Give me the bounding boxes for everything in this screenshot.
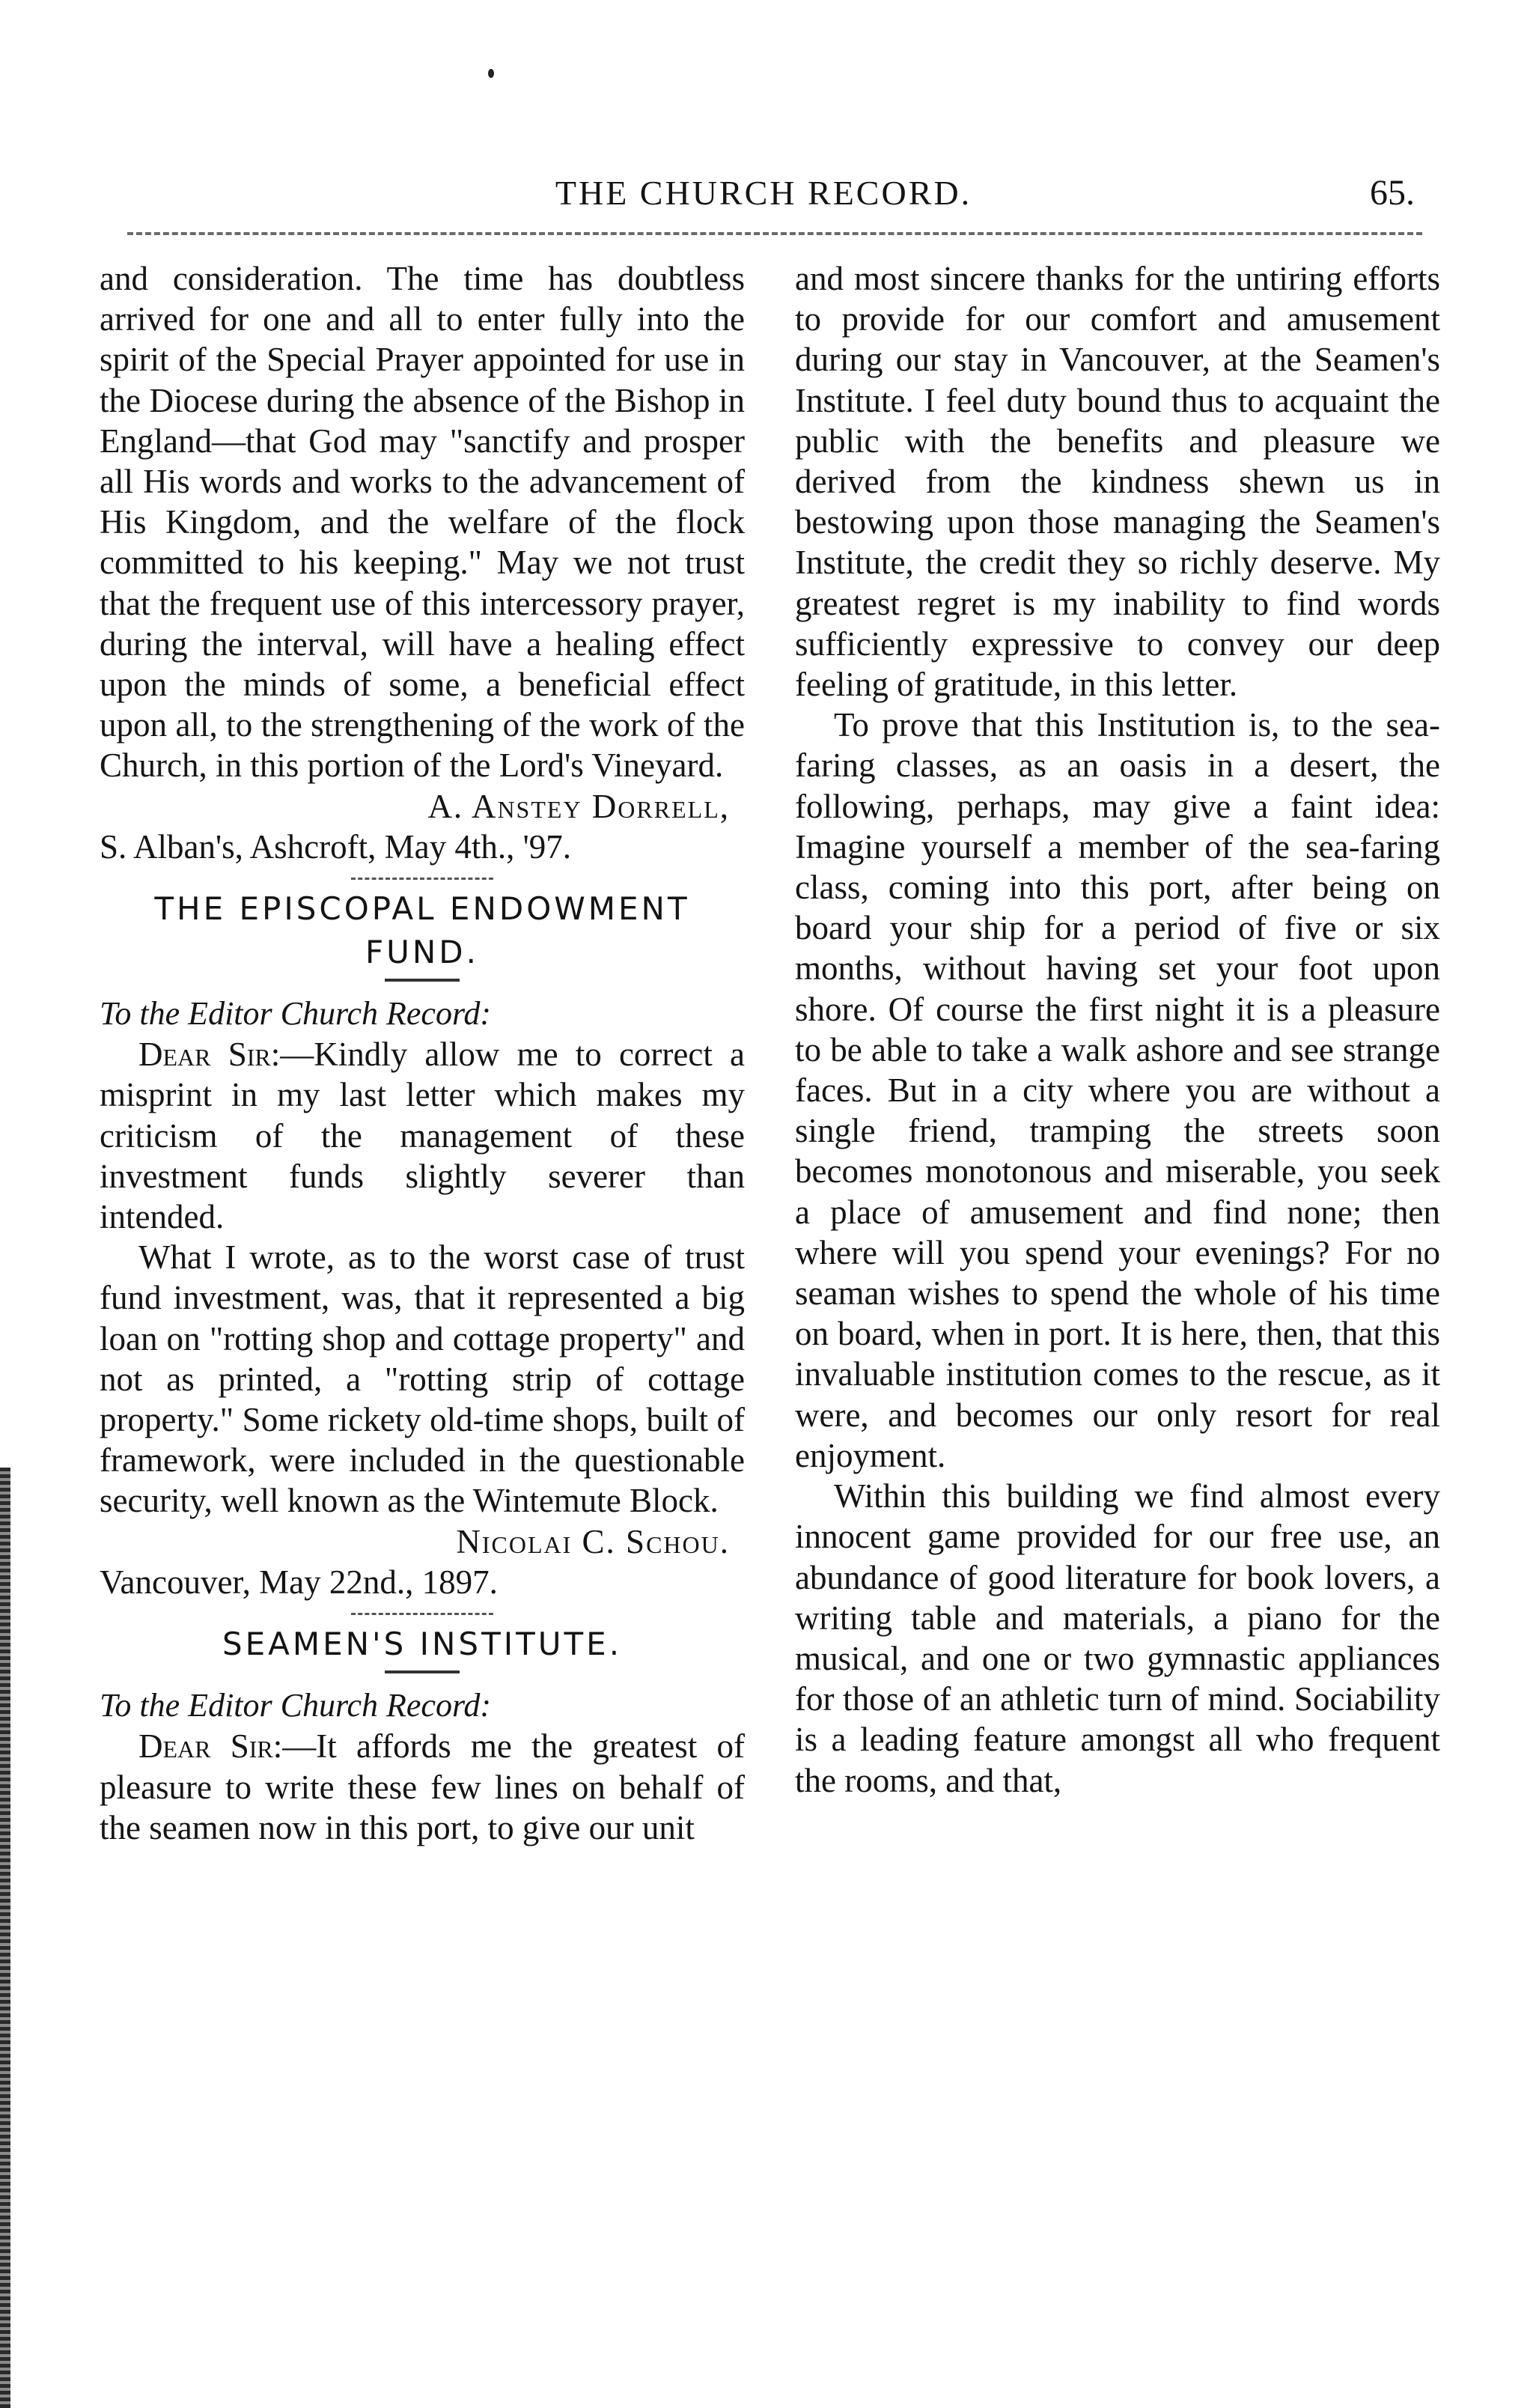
section-heading: THE EPISCOPAL ENDOWMENT FUND.	[154, 890, 690, 971]
running-head: THE CHURCH RECORD.	[555, 174, 972, 212]
signature-name: Nicolai C. Schou.	[456, 1522, 730, 1560]
paragraph	[100, 1726, 745, 1848]
paragraph: and consideration. The time has doubtless arrived for one and all to enter fully into the spirit of the Special Prayer appointed for use in the Diocese during the absence of the Bishop in England—that God may "sanctify and prosper all His words and works to the advancement of His Kingdom, and the welfare of the flock committed to his keeping." May we not trust that the frequent use of this intercessory prayer, during the interval, will have a healing effect upon the minds of some, a beneficial effect upon all, to the strengthening of the work of the Church, in this portion of the Lord's Vineyard.	[100, 260, 745, 785]
paragraph	[100, 1034, 745, 1237]
paragraph: To prove that this Institution is, to the sea-faring classes, as an oasis in a desert, the following, perhaps, may give a faint idea: Imagine yourself a member of the sea-faring class, coming into this port, after being on board your ship for a period of five or six months, without having set your foot upon shore. Of course the first night it is a pleasure to be able to take a walk ashore and see strange faces. But in a city where you are without a single friend, tramping the streets soon becomes monotonous and miserable, you seek a place of amusement and find none; then where will you spend your evenings? For no seaman wishes to spend the whole of his time on board, when in port. It is here, then, that this invaluable institution comes to the rescue, as it were, and becomes our only resort for real enjoyment.	[795, 706, 1440, 1474]
paragraph: What I wrote, as to the worst case of trust fund investment, was, that it represented a big loan on "rotting shop and cottage property" and not as printed, a "rotting strip of cottage property." Some rickety old-time shops, built of framework, were included in the questionable security, well known as the Wintemute Block.	[100, 1238, 745, 1520]
salutation-lead: Dear Sir	[138, 1727, 273, 1766]
right-column	[795, 258, 1440, 1801]
salutation: To the Editor Church Record:	[100, 1687, 492, 1724]
paragraph-text: :—It affords me the greatest of pleasure to write these few lines on behalf of the seamen now in this port, to give our unit	[100, 1727, 745, 1846]
section-divider	[351, 1613, 493, 1615]
signature	[100, 1521, 745, 1562]
left-column	[100, 258, 745, 1848]
paragraph: and most sincere thanks for the untiring efforts to provide for our comfort and amusement during our stay in Vancouver, at the Seamen's Institute. I feel duty bound thus to acquaint the public with the benefits and pleasure we derived from the kindness shewn us in bestowing upon those managing the Seamen's Institute, the credit they so richly deserve. My greatest regret is my inability to find words sufficiently expressive to convey our deep feeling of gratitude, in this letter.	[795, 260, 1440, 704]
section-divider	[351, 878, 493, 880]
salutation: To the Editor Church Record:	[100, 995, 492, 1033]
header-rule	[127, 232, 1422, 235]
print-speck	[488, 69, 494, 78]
signature	[100, 786, 745, 827]
heading-rule	[385, 1670, 460, 1673]
dateline: S. Alban's, Ashcroft, May 4th., '97.	[100, 827, 571, 866]
page-header	[90, 171, 1437, 238]
signature-name: A. Anstey Dorrell,	[427, 787, 730, 825]
heading-rule	[385, 979, 460, 982]
paragraph: Within this building we find almost every innocent game provided for our free use, an abundance of good literature for book lovers, a writing table and materials, a piano for the musical, and one or two gymnastic appliances for those of an athletic turn of mind. Sociability is a leading feature amongst all who frequent the rooms, and that,	[795, 1477, 1440, 1799]
salutation-lead: Dear Sir	[138, 1036, 271, 1074]
scan-edge-shadow	[0, 1468, 10, 2408]
paragraph-text: :—Kindly allow me to correct a misprint in my last letter which makes my criticism of the management of these investment funds slightly severer than intended.	[100, 1036, 745, 1236]
page-number: 65.	[1370, 173, 1415, 213]
section-heading: SEAMEN'S INSTITUTE.	[222, 1626, 623, 1663]
dateline: Vancouver, May 22nd., 1897.	[100, 1563, 498, 1601]
